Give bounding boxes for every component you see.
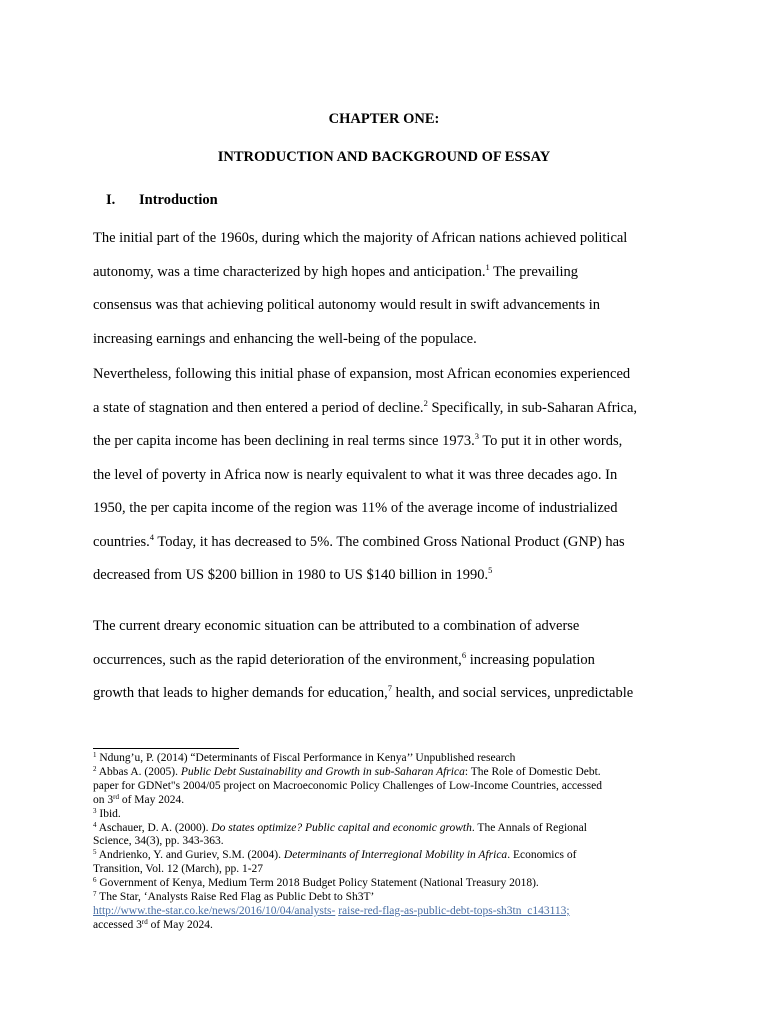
footnote-3: $^3$ Ibid. <box>93 806 121 820</box>
footnote-ref: 2 <box>423 397 428 408</box>
footnote-6: $^6$ Government of Kenya, Medium Term 2018 Budget Policy Statement (National Treasury 2018). <box>93 876 539 890</box>
paragraph-line: 1950, the per capita income of the region was 11% of the average income of industrialized <box>93 500 618 516</box>
section-heading <box>106 191 218 209</box>
footnotes <box>93 752 683 933</box>
section-title: Introduction <box>139 192 218 208</box>
paragraph-line: decreased from US $200 billion in 1980 to US $140 billion in 1990.$^5$ <box>93 565 493 583</box>
footnote-ref: 5 <box>488 565 493 575</box>
footnote-ref: 1 <box>485 261 490 272</box>
chapter-subtitle: INTRODUCTION AND BACKGROUND OF ESSAY <box>217 149 551 165</box>
paragraph-line: a state of stagnation and then entered a period of decline.$^2$ Specifically, in sub-Saharan Africa, <box>93 397 638 416</box>
body-paragraph <box>93 222 683 356</box>
footnote-ref: 4 <box>149 531 155 542</box>
paragraph-line: autonomy, was a time characterized by high hopes and anticipation.$^1$ The prevailing <box>93 261 579 280</box>
section-number: I. <box>106 192 116 208</box>
footnote-ref: 6 <box>461 649 467 660</box>
footnote-separator <box>93 748 239 749</box>
paragraph-line: occurrences, such as the rapid deterioration of the environment,$^6$ increasing population <box>93 649 595 668</box>
paragraph-line: countries.$^4$ Today, it has decreased to 5%. The combined Gross National Product (GNP) has <box>93 531 625 550</box>
footnote-ref: 7 <box>387 683 393 693</box>
footnote-1: $^1$ Ndung’u, P. (2014) “Determinants of Fiscal Performance in Kenya’’ Unpublished research <box>93 751 516 764</box>
footnote-link[interactable]: raise-red-flag-as-public-debt-tops-sh3tn_c143113; <box>338 904 570 917</box>
paragraph-line: growth that leads to higher demands for education,$^7$ health, and social services, unpredictable <box>93 683 634 701</box>
chapter-title: CHAPTER ONE: <box>328 111 440 127</box>
footnote-link[interactable]: http://www.the-star.co.ke/news/2016/10/04/analysts- <box>93 904 336 917</box>
paragraph-line: Nevertheless, following this initial phase of expansion, most African economies experienced <box>93 366 631 382</box>
body-paragraph <box>93 610 683 711</box>
footnote-5: $^5$ Andrienko, Y. and Guriev, S.M. (2004). Determinants of Interregional Mobility in Africa. Economics of Transition, Vol. 12 (March), pp. 1-27 <box>93 848 577 876</box>
footnote-4: $^4$ Aschauer, D. A. (2000). Do states optimize? Public capital and economic growth. The Annals of Regional Science, 34(3), pp. 343-363. <box>93 820 587 848</box>
paragraph-line: consensus was that achieving political autonomy would result in swift advancements in <box>93 297 600 313</box>
paragraph-line: increasing earnings and enhancing the well-being of the populace. <box>93 330 477 347</box>
footnote-ref: 3 <box>474 431 479 441</box>
paragraph-line: The initial part of the 1960s, during which the majority of African nations achieved political <box>93 230 628 246</box>
paragraph-line: the per capita income has been declining in real terms since 1973.$^3$ To put it in other words, <box>93 431 623 449</box>
footnote-2: $^2$ Abbas A. (2005). Public Debt Sustainability and Growth in sub-Saharan Africa: The Role of Domestic Debt. paper for GDNet"s 2004/05 project on Macroeconomic Policy Challenges of Low-Income Countries, accessed on 3rd of May 2024. <box>93 764 602 806</box>
paragraph-line: the level of poverty in Africa now is nearly equivalent to what it was three decades ago. In <box>93 466 618 483</box>
footnote-7: $^7$ The Star, ‘Analysts Raise Red Flag as Public Debt to Sh3T’ http://www.the-star.co.ke/news/2016/10/04/analysts- raise-red-flag-as-public-debt-tops-sh3tn_c143113; accessed 3rd of May 2024. <box>93 890 570 931</box>
paragraph-line: The current dreary economic situation can be attributed to a combination of adverse <box>93 618 580 634</box>
body-paragraph <box>93 358 683 593</box>
